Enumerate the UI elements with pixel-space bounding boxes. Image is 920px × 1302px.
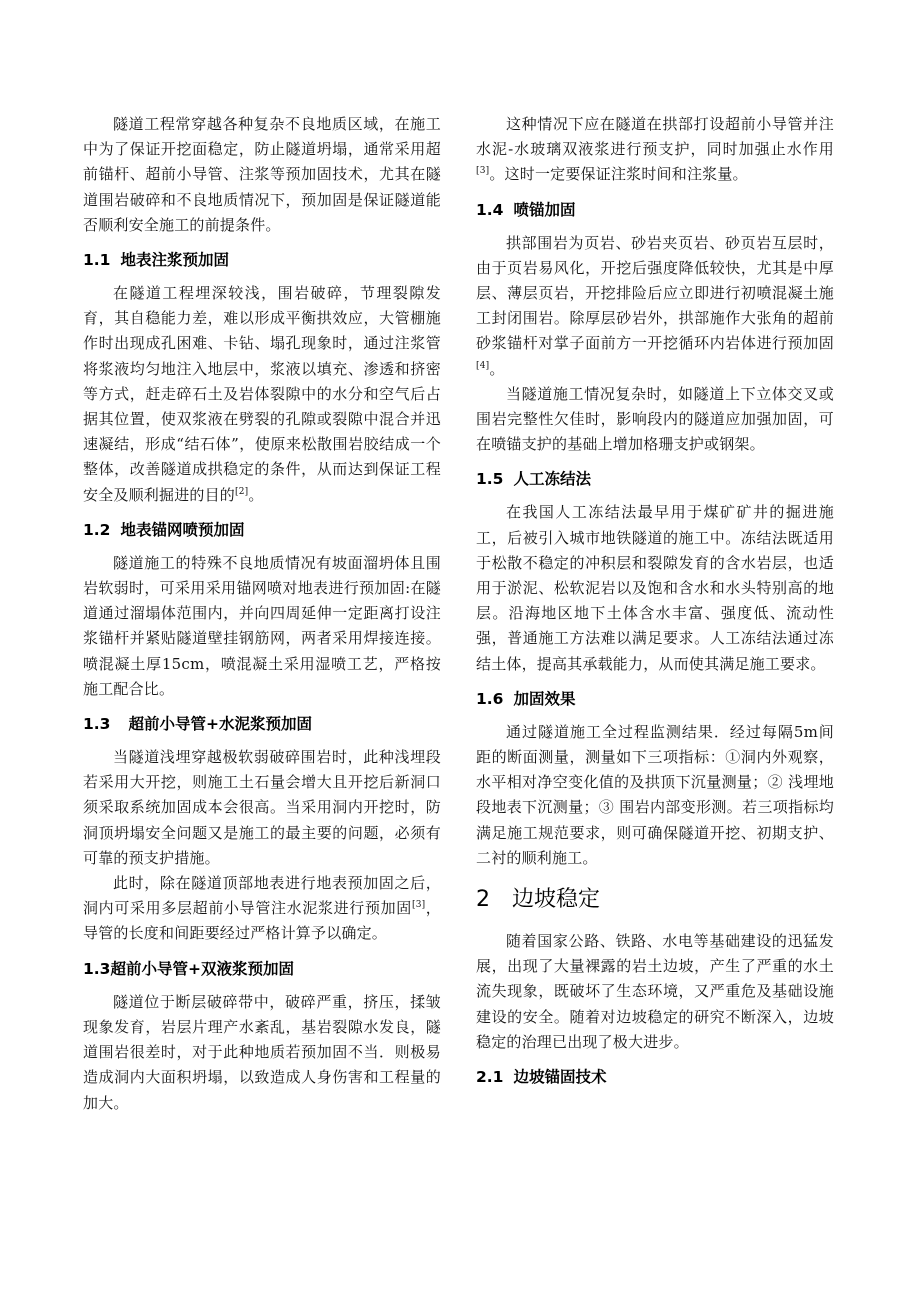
citation-ref: [2] — [235, 486, 249, 497]
section-title: 边坡锚固技术 — [513, 1068, 607, 1087]
chapter-heading-2 — [476, 885, 834, 915]
section-title: 地表锚网喷预加固 — [120, 520, 245, 539]
continued-paragraph — [476, 112, 834, 188]
paragraph-1-3a-1: 当隧道浅埋穿越极软弱破碎围岩时，此种浅埋段若采用大开挖，则施工土石量会增大且开挖后新洞口须采取系统加固成本会很高。当采用洞内开挖时，防洞顶坍塌安全问题又是施工的最主要的问题，必须有可靠的预支护措施。 — [83, 748, 441, 867]
section-title: 喷锚加固 — [513, 200, 576, 219]
paragraph-text: 此时，除在隧道顶部地表进行地表预加固之后，洞内可采用多层超前小导管注水泥浆进行预加固 — [83, 874, 441, 918]
paragraph-1-3b: 隧道位于断层破碎带中，破碎严重，挤压，揉皱现象发育，岩层片理产水紊乱，基岩裂隙水发良，隧道围岩很差时，对于此种地质若预加固不当．则极易造成洞内大面积坍塌，以致造成人身伤害和工程量的加大。 — [83, 992, 441, 1112]
section-heading-2-1 — [476, 1066, 834, 1088]
paragraph-text: 这种情况下应在隧道在拱部打设超前小导管并注水泥-水玻璃双液浆进行预支护，同时加强止水作用 — [476, 115, 834, 159]
paragraph-text: 拱部围岩为页岩、砂岩夹页岩、砂页岩互层时，由于页岩易风化，开挖后强度降低较快，尤其是中厚层、薄层页岩，开挖排险后应立即进行初喷混凝土施工封闭围岩。除厚层砂岩外，拱部施作大张角的超前砂浆锚杆对掌子面前方一开挖循环内岩体进行预加固 — [476, 233, 834, 353]
left-column — [83, 112, 441, 1116]
section-number: 1.3 — [83, 715, 111, 734]
paragraph-end: 。 — [489, 359, 505, 378]
section-heading-1-1 — [83, 249, 441, 271]
paragraph-1-2: 隧道施工的特殊不良地质情况有坡面溜坍体且围岩软弱时，可采用采用锚网喷对地表进行预加固:在隧道通过溜塌体范围内，并向四周延伸一定距离打设注浆锚杆并紧贴隧道壁挂钢筋网，两者采用焊接连接。喷混凝土厚15cm，喷混凝土采用湿喷工艺，严格按施工配合比。 — [83, 553, 441, 698]
section-heading-1-2 — [83, 519, 441, 541]
paragraph-1-4-2: 当隧道施工情况复杂时，如隧道上下立体交叉或围岩完整性欠佳时，影响段内的隧道应加强加固，可在喷锚支护的基础上增加格珊支护或钢架。 — [476, 384, 834, 454]
section-number: 1.2 — [83, 520, 111, 539]
chapter-number: 2 — [476, 887, 490, 913]
section-heading-1-4 — [476, 199, 834, 221]
paragraph-1-5: 在我国人工冻结法最早用于煤矿矿井的掘进施工，后被引入城市地铁隧道的施工中。冻结法既适用于松散不稳定的冲积层和裂隙发育的含水岩层，也适用于淤泥、松软泥岩以及饱和含水和水头特别高的地层。沿海地区地下土体含水丰富、强度低、流动性强，普通施工方法难以满足要求。人工冻结法通过冻结土体，提高其承载能力，从而使其满足施工要求。 — [476, 503, 834, 673]
paragraph-1-4-1 — [476, 231, 834, 382]
section-title: 地表注浆预加固 — [120, 251, 229, 270]
paragraph-end: 。这时一定要保证注浆时间和注浆量。 — [489, 165, 748, 184]
section-number: 1.4 — [476, 200, 504, 219]
section-heading-1-3b — [83, 958, 441, 980]
paragraph-end: ，导管的长度和间距要经过严格计算予以确定。 — [83, 899, 442, 943]
citation-ref: [4] — [476, 360, 490, 371]
paragraph-end: 。 — [248, 485, 264, 504]
section-number: 2.1 — [476, 1068, 504, 1087]
section-number: 1.1 — [83, 251, 111, 270]
paragraph-2: 随着国家公路、铁路、水电等基础建设的迅猛发展，出现了大量裸露的岩土边坡，产生了严重的水土流失现象，既破坏了生态环境，又严重危及基础设施建设的安全。随着对边坡稳定的研究不断深入，边坡稳定的治理已出现了极大进步。 — [476, 932, 834, 1051]
paragraph-text: 在隧道工程埋深较浅，围岩破碎，节理裂隙发育，其自稳能力差，难以形成平衡拱效应，大管棚施作时出现成孔困难、卡钻、塌孔现象时，通过注浆管将浆液均匀地注入地层中，浆液以填充、渗透和挤密等方式，赶走碎石土及岩体裂隙中的水分和空气后占据其位置，使双浆液在劈裂的孔隙或裂隙中混合并迅速凝结，形成“结石体”，使原来松散围岩胶结成一个整体，改善隧道成拱稳定的条件，从而达到保证工程安全及顺利掘进的目的 — [83, 284, 441, 504]
citation-ref: [3] — [411, 900, 426, 911]
intro-paragraph: 隧道工程常穿越各种复杂不良地质区域，在施工中为了保证开挖面稳定，防止隧道坍塌，通常采用超前锚杆、超前小导管、注浆等预加固技术，尤其在隧道围岩破碎和不良地质情况下，预加固是保证隧道能否顺利安全施工的前提条件。 — [83, 115, 441, 234]
section-number: 1.6 — [476, 689, 504, 708]
citation-ref: [3] — [476, 166, 490, 177]
section-heading-1-3a — [83, 713, 441, 735]
chapter-title: 边坡稳定 — [512, 887, 601, 913]
section-title: 超前小导管+水泥浆预加固 — [128, 715, 312, 734]
section-title: 1.3超前小导管+双液浆预加固 — [83, 959, 294, 978]
section-heading-1-6 — [476, 688, 834, 710]
paragraph-1-6: 通过隧道施工全过程监测结果．经过每隔5m间距的断面测量，测量如下三项指标：①洞内外观察，水平相对净空变化值的及拱顶下沉量测量；② 浅埋地段地表下沉测量；③ 围岩内部变形测。若三项指标均满足施工规范要求，则可确保隧道开挖、初期支护、二衬的顺利施工。 — [476, 722, 834, 867]
section-title: 加固效果 — [513, 689, 576, 708]
paragraph-1-1 — [83, 281, 441, 508]
paragraph-1-3a-2 — [83, 871, 441, 947]
section-heading-1-5 — [476, 468, 834, 490]
section-number: 1.5 — [476, 470, 504, 489]
section-title: 人工冻结法 — [513, 470, 591, 489]
right-column — [476, 112, 834, 1098]
